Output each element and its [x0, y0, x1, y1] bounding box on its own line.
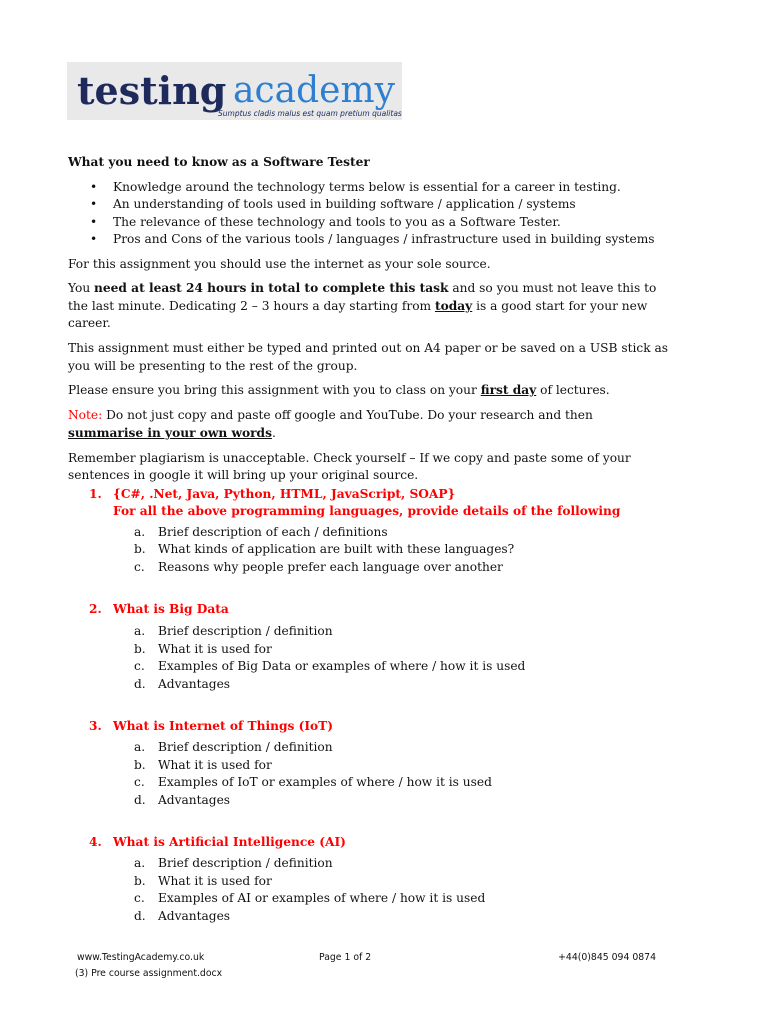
list-item: • Pros and Cons of the various tools / languages / infrastructure used in building systems [68, 231, 668, 248]
item-text: Advantages [158, 908, 231, 923]
list-item: • The relevance of these technology and tools to you as a Software Tester. [68, 214, 668, 231]
item-text: What it is used for [158, 873, 272, 888]
section-item-list [68, 855, 668, 925]
paragraph-plagiarism: Remember plagiarism is unacceptable. Check yourself – If we copy and paste some of your sentences in google it will bring up your original source. [68, 450, 631, 483]
item-text: What it is used for [158, 641, 272, 656]
list-item: • An understanding of tools used in building software / application / systems [68, 196, 668, 213]
footer-filename: (3) Pre course assignment.docx [75, 968, 223, 979]
text-run: and so you must not leave this to the last minute. Dedicating 2 – 3 hours a day starting from [68, 281, 657, 313]
item-text: Reasons why people prefer each language over another [158, 559, 503, 574]
item-text: Brief description / definition [158, 856, 333, 871]
intro-bullet-list [68, 179, 668, 249]
section-heading [68, 834, 668, 851]
item-letter: b. [134, 757, 146, 772]
footer-website: www.TestingAcademy.co.uk [77, 952, 205, 963]
section-heading [68, 718, 668, 735]
text-run-bold-underline: summarise in your own words [68, 425, 272, 440]
section-3 [68, 718, 668, 809]
text-run: of lectures. [536, 383, 610, 398]
text-run: is a good start for your new career. [68, 298, 648, 331]
logo-graphic [67, 62, 402, 120]
item-text: What kinds of application are built with these languages? [158, 542, 515, 557]
section-heading [68, 486, 668, 503]
item-letter: b. [134, 641, 146, 656]
section-title: What is Big Data [113, 602, 229, 616]
section-title: {C#, .Net, Java, Python, HTML, JavaScript, SOAP} [113, 487, 456, 501]
footer-phone: +44(0)845 094 0874 [558, 952, 656, 963]
item-text: Advantages [158, 676, 231, 691]
list-item: • Knowledge around the technology terms below is essential for a career in testing. [68, 179, 668, 196]
item-letter: d. [134, 676, 146, 691]
text-run-bold-underline: first day [480, 383, 537, 398]
section-2 [68, 601, 668, 693]
list-item [68, 658, 668, 675]
paragraph-note [68, 407, 668, 442]
item-text: Examples of Big Data or examples of where / how it is used [158, 659, 526, 674]
section-1 [68, 486, 668, 576]
text-run-bold: need at least 24 hours in total to complete this task [94, 281, 449, 296]
list-item [68, 757, 668, 774]
item-letter: b. [134, 873, 146, 888]
item-letter: a. [134, 624, 146, 639]
paragraph-time [68, 280, 668, 332]
list-item [68, 739, 668, 756]
section-number: 4. [89, 835, 102, 849]
note-label: Note: [68, 408, 103, 423]
list-item [68, 855, 668, 872]
section-number: 3. [89, 719, 102, 733]
item-text: What it is used for [158, 757, 272, 772]
logo-word-testing: testing [77, 68, 227, 113]
paragraph-bring [68, 382, 668, 399]
item-text: Advantages [158, 792, 231, 807]
intro-heading: What you need to know as a Software Tester [68, 155, 370, 169]
list-item [68, 676, 668, 693]
text-run: Do not just copy and paste off google and YouTube. Do your research and then [102, 408, 593, 423]
logo-word-academy: academy [233, 70, 395, 111]
text-run: You [68, 281, 95, 296]
paragraph-format: This assignment must either be typed and printed out on A4 paper or be saved on a USB stick as you will be presenting to the rest of the group. [68, 341, 668, 373]
paragraph-source: For this assignment you should use the internet as your sole source. [68, 256, 491, 271]
item-text: Examples of AI or examples of where / how it is used [158, 891, 486, 906]
item-text: Examples of IoT or examples of where / how it is used [158, 775, 492, 790]
testing-academy-logo [67, 62, 402, 120]
list-item [68, 559, 668, 576]
intro-block [68, 154, 668, 492]
list-item [68, 541, 668, 558]
list-item [68, 873, 668, 890]
logo-tagline: Sumptus cladis malus est quam pretium qualitas [218, 109, 402, 118]
section-title: What is Internet of Things (IoT) [113, 719, 333, 733]
item-letter: a. [134, 856, 146, 871]
section-title: What is Artificial Intelligence (AI) [113, 835, 346, 849]
item-letter: a. [134, 740, 146, 755]
item-text: Brief description of each / definitions [158, 524, 388, 539]
item-letter: d. [134, 908, 146, 923]
list-item [68, 524, 668, 541]
item-letter: c. [134, 659, 145, 674]
section-number: 1. [89, 487, 102, 501]
item-text: Brief description / definition [158, 624, 333, 639]
list-item [68, 792, 668, 809]
footer-page-number: Page 1 of 2 [319, 952, 372, 963]
section-item-list [68, 739, 668, 809]
list-item [68, 774, 668, 791]
item-text: Brief description / definition [158, 740, 333, 755]
list-item [68, 908, 668, 925]
item-letter: c. [134, 891, 145, 906]
section-4 [68, 834, 668, 925]
text-run-bold-underline: today [434, 298, 473, 313]
item-letter: c. [134, 559, 145, 574]
list-item [68, 641, 668, 658]
list-item [68, 890, 668, 907]
section-heading [68, 601, 668, 618]
section-item-list [68, 524, 668, 576]
item-letter: c. [134, 775, 145, 790]
list-item [68, 623, 668, 640]
text-run: Please ensure you bring this assignment with you to class on your [68, 383, 481, 398]
item-letter: a. [134, 524, 146, 539]
item-letter: b. [134, 542, 146, 557]
item-letter: d. [134, 792, 146, 807]
section-subtitle: For all the above programming languages, provide details of the following [113, 504, 621, 519]
text-run: . [271, 425, 276, 440]
section-item-list [68, 623, 668, 693]
section-number: 2. [89, 602, 102, 616]
